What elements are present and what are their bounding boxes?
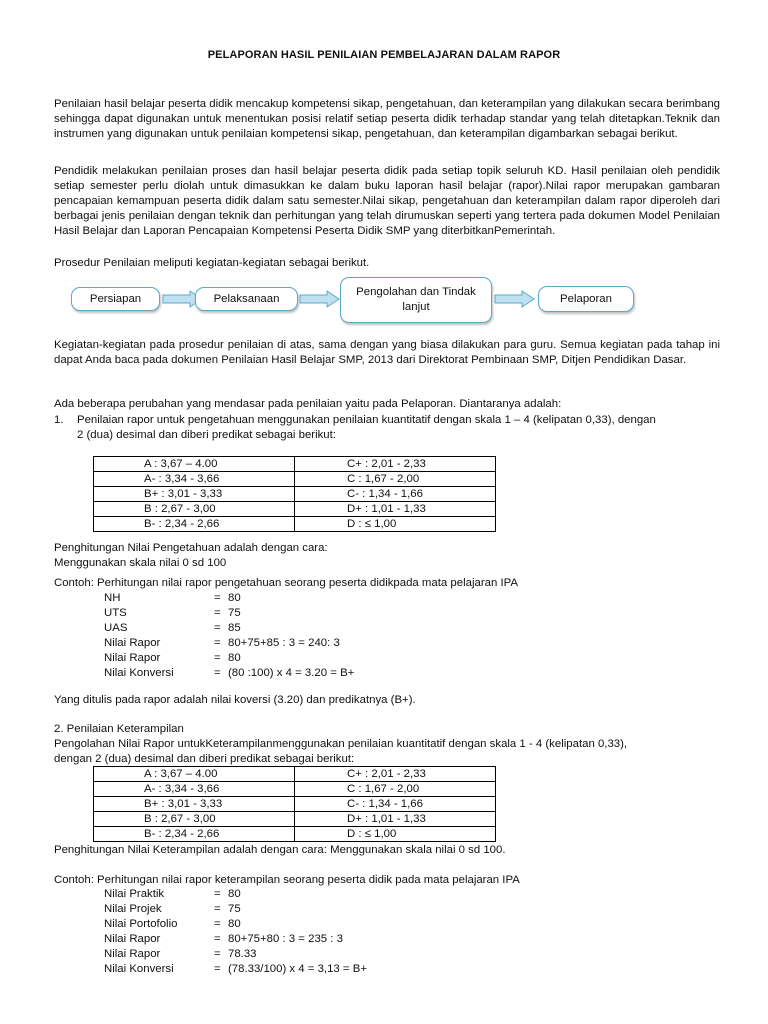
table-row xyxy=(94,457,496,472)
table-row xyxy=(94,782,496,797)
flow-step-persiapan: Persiapan xyxy=(71,287,160,311)
grade-cell: B : 2,67 - 3,00 xyxy=(94,502,295,517)
item2-heading: 2. Penilaian Keterampilan xyxy=(54,723,184,735)
table-row xyxy=(94,827,496,842)
grade-cell: C- : 1,34 - 1,66 xyxy=(295,487,496,502)
knowledge-example-title: Contoh: Perhitungan nilai rapor pengetahuan seorang peserta didikpada mata pelajaran IPA xyxy=(54,577,518,589)
calc-equals: = xyxy=(214,933,221,945)
grade-cell: B+ : 3,01 - 3,33 xyxy=(94,487,295,502)
table-row xyxy=(94,812,496,827)
calc-equals: = xyxy=(214,903,221,915)
calc-equals: = xyxy=(214,888,221,900)
grade-cell: B : 2,67 - 3,00 xyxy=(94,812,295,827)
calc-equals: = xyxy=(214,963,221,975)
grade-cell: A : 3,67 – 4.00 xyxy=(94,457,295,472)
knowledge-method-line2: Menggunakan skala nilai 0 sd 100 xyxy=(54,557,227,569)
calc-equals: = xyxy=(214,948,221,960)
grade-cell: D : ≤ 1,00 xyxy=(295,517,496,532)
table-row xyxy=(94,472,496,487)
calc-label: Nilai Praktik xyxy=(104,888,165,900)
calc-value: 80 xyxy=(228,888,241,900)
grade-cell: C- : 1,34 - 1,66 xyxy=(295,797,496,812)
flow-step-pengolahan: Pengolahan dan Tindak lanjut xyxy=(340,277,492,323)
grade-cell: B- : 2,34 - 2,66 xyxy=(94,517,295,532)
table-row xyxy=(94,502,496,517)
grade-cell: B- : 2,34 - 2,66 xyxy=(94,827,295,842)
knowledge-method-line1: Penghitungan Nilai Pengetahuan adalah dengan cara: xyxy=(54,542,328,554)
item1-number: 1. xyxy=(54,414,64,426)
calc-equals: = xyxy=(214,637,221,649)
grade-cell: C : 1,67 - 2,00 xyxy=(295,472,496,487)
grade-cell: B+ : 3,01 - 3,33 xyxy=(94,797,295,812)
flow-arrow-icon xyxy=(494,290,536,308)
calc-label: Nilai Projek xyxy=(104,903,162,915)
calc-label: Nilai Konversi xyxy=(104,963,174,975)
calc-value: 80+75+85 : 3 = 240: 3 xyxy=(228,637,340,649)
calc-value: 80 xyxy=(228,652,241,664)
procedure-flow-diagram xyxy=(54,276,634,326)
calc-equals: = xyxy=(214,652,221,664)
grade-cell: D+ : 1,01 - 1,33 xyxy=(295,502,496,517)
calc-label: Nilai Rapor xyxy=(104,933,161,945)
item2-text-line2: dengan 2 (dua) desimal dan diberi predikat sebagai berikut: xyxy=(54,753,355,765)
paragraph-after-flow: Kegiatan-kegiatan pada prosedur penilaian di atas, sama dengan yang biasa dilakukan para guru. Semua kegiatan pada tahap ini dapat Anda baca pada dokumen Penilaian Hasil Belajar SMP, 2013 dari Direktorat Pembinaan SMP, Ditjen Pendidikan Dasar. xyxy=(54,339,720,366)
calc-value: 75 xyxy=(228,903,241,915)
document-title: PELAPORAN HASIL PENILAIAN PEMBELAJARAN DALAM RAPOR xyxy=(207,49,561,61)
paragraph-intro: Penilaian hasil belajar peserta didik mencakup kompetensi sikap, pengetahuan, dan keterampilan yang dilakukan secara berimbang sehingga dapat digunakan untuk menentukan posisi relatif setiap peserta didik terhadap standar yang telah ditetapkan.Teknik dan instrumen yang digunakan untuk penilaian kompetensi sikap, pengetahuan, dan keterampilan digambarkan sebagai berikut. xyxy=(54,98,720,140)
item1-text-line2: 2 (dua) desimal dan diberi predikat sebagai berikut: xyxy=(77,429,336,441)
calc-value: (80 :100) x 4 = 3.20 = B+ xyxy=(228,667,355,679)
calc-label: Nilai Rapor xyxy=(104,637,161,649)
grade-cell: D : ≤ 1,00 xyxy=(295,827,496,842)
table-row xyxy=(94,797,496,812)
grade-cell: C+ : 2,01 - 2,33 xyxy=(295,457,496,472)
grade-cell: D+ : 1,01 - 1,33 xyxy=(295,812,496,827)
flow-step-pelaporan: Pelaporan xyxy=(538,286,634,312)
skills-example-title: Contoh: Perhitungan nilai rapor keterampilan seorang peserta didik pada mata pelajaran IPA xyxy=(54,874,520,886)
calc-value: 85 xyxy=(228,622,241,634)
calc-label: NH xyxy=(104,592,121,604)
table-row xyxy=(94,767,496,782)
calc-equals: = xyxy=(214,607,221,619)
item1-text-line1: Penilaian rapor untuk pengetahuan menggunakan penilaian kuantitatif dengan skala 1 – 4 (kelipatan 0,33), dengan xyxy=(77,414,656,426)
item2-text-line1: Pengolahan Nilai Rapor untukKeterampilanmenggunakan penilaian kuantitatif dengan skala 1 - 4 (kelipatan 0,33), xyxy=(54,738,628,750)
skills-grade-table xyxy=(93,766,496,842)
calc-equals: = xyxy=(214,592,221,604)
grade-cell: C+ : 2,01 - 2,33 xyxy=(295,767,496,782)
skills-method: Penghitungan Nilai Keterampilan adalah dengan cara: Menggunakan skala nilai 0 sd 100. xyxy=(54,844,506,856)
calc-label: Nilai Konversi xyxy=(104,667,174,679)
calc-equals: = xyxy=(214,667,221,679)
calc-equals: = xyxy=(214,918,221,930)
calc-value: 75 xyxy=(228,607,241,619)
table-row xyxy=(94,487,496,502)
grade-cell: A : 3,67 – 4.00 xyxy=(94,767,295,782)
calc-value: 78.33 xyxy=(228,948,257,960)
knowledge-grade-table xyxy=(93,456,496,532)
grade-cell: A- : 3,34 - 3,66 xyxy=(94,472,295,487)
changes-intro: Ada beberapa perubahan yang mendasar pada penilaian yaitu pada Pelaporan. Diantaranya adalah: xyxy=(54,398,562,410)
calc-label: UAS xyxy=(104,622,128,634)
calc-value: 80+75+80 : 3 = 235 : 3 xyxy=(228,933,343,945)
table-row xyxy=(94,517,496,532)
grade-cell: C : 1,67 - 2,00 xyxy=(295,782,496,797)
calc-label: UTS xyxy=(104,607,127,619)
calc-value: 80 xyxy=(228,592,241,604)
calc-equals: = xyxy=(214,622,221,634)
grade-cell: A- : 3,34 - 3,66 xyxy=(94,782,295,797)
calc-label: Nilai Portofolio xyxy=(104,918,178,930)
calc-value: (78.33/100) x 4 = 3,13 = B+ xyxy=(228,963,368,975)
procedure-intro: Prosedur Penilaian meliputi kegiatan-kegiatan sebagai berikut. xyxy=(54,257,370,269)
flow-step-pelaksanaan: Pelaksanaan xyxy=(195,287,298,311)
paragraph-procedure: Pendidik melakukan penilaian proses dan hasil belajar peserta didik pada setiap topik seluruh KD. Hasil penilaian oleh pendidik setiap semester perlu diolah untuk dimasukkan ke dalam buku laporan hasil belajar (rapor).Nilai rapor merupakan gambaran pencapaian kemampuan peserta didik dalam satu semester.Nilai sikap, pengetahuan dan keterampilan dalam rapor diperoleh dari berbagai jenis penilaian dengan teknik dan perhitungan yang telah dirumuskan seperti yang tertera pada dokumen Model Penilaian Hasil Belajar dan Laporan Pencapaian Kompetensi Peserta Didik SMP yang diterbitkanPemerintah. xyxy=(54,165,720,237)
knowledge-conclusion: Yang ditulis pada rapor adalah nilai koversi (3.20) dan predikatnya (B+). xyxy=(54,694,416,706)
calc-label: Nilai Rapor xyxy=(104,652,161,664)
calc-value: 80 xyxy=(228,918,241,930)
flow-arrow-icon xyxy=(299,290,341,308)
calc-label: Nilai Rapor xyxy=(104,948,161,960)
